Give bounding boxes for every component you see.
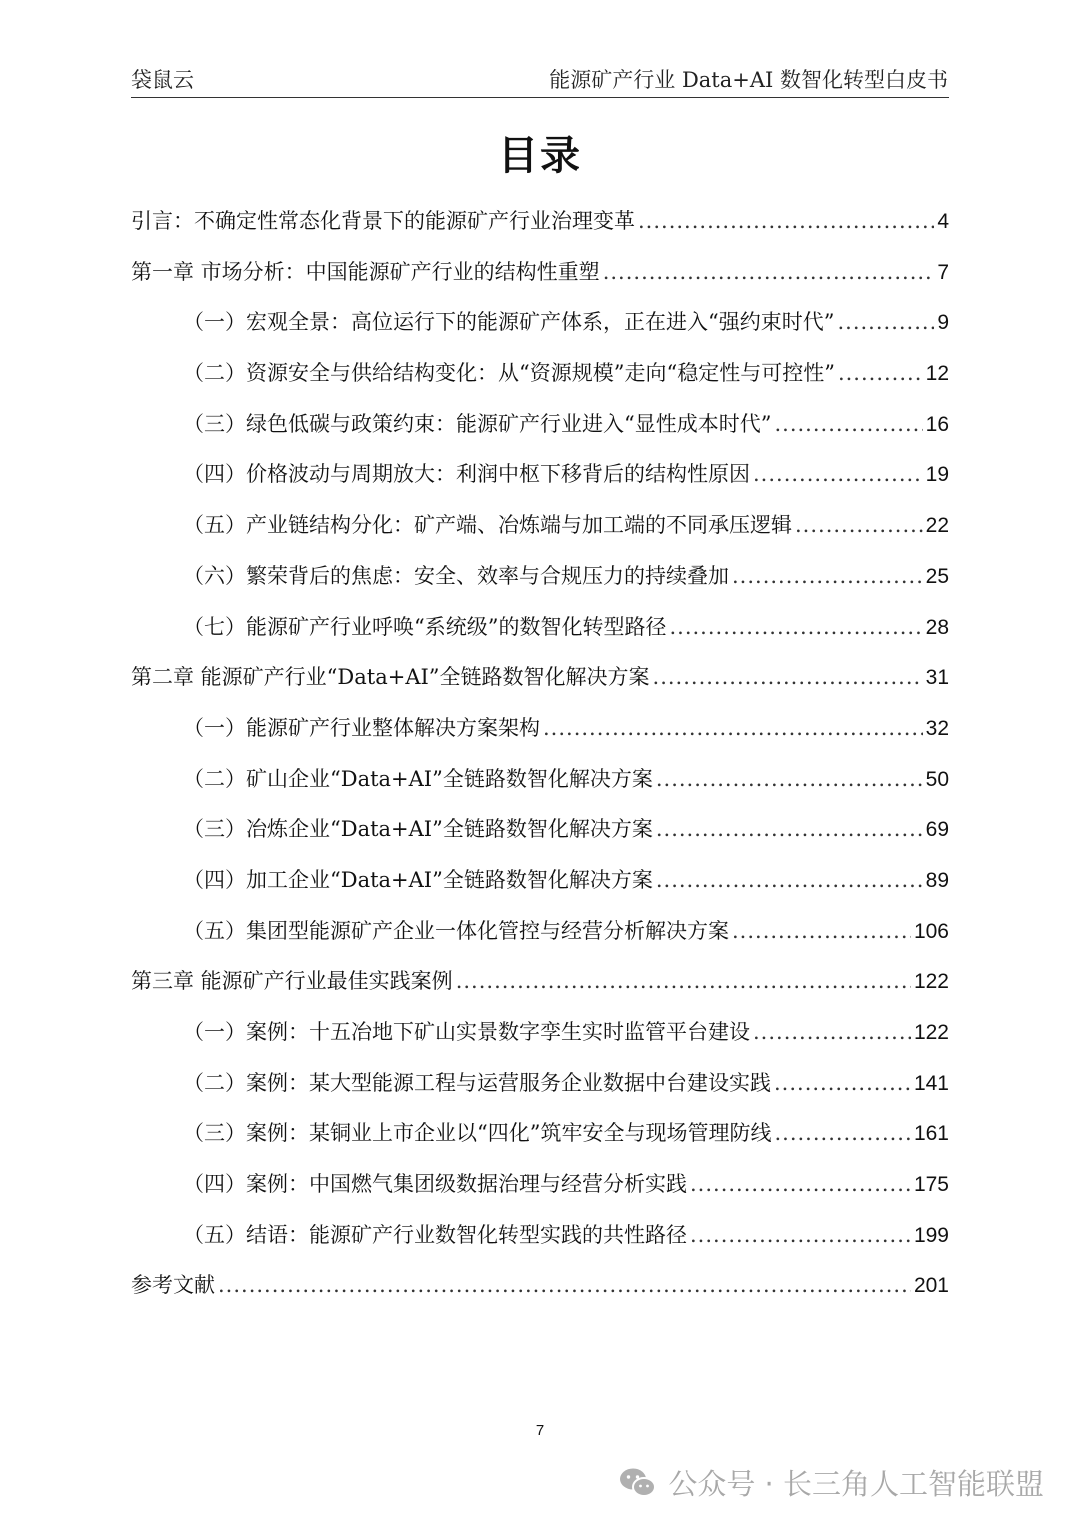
toc-leader-dots [774, 399, 922, 450]
toc-entry-section[interactable] [131, 602, 949, 653]
toc-leader-dots [218, 1260, 911, 1311]
toc-entry-section[interactable] [131, 297, 949, 348]
toc-entry-label: （六）繁荣背后的焦虑：安全、效率与合规压力的持续叠加 [183, 563, 729, 588]
toc-leader-dots [753, 449, 923, 500]
toc-entry-label: 第二章 能源矿产行业“Data+AI”全链路数智化解决方案 [131, 665, 650, 690]
toc-entry-label: 引言：不确定性常态化背景下的能源矿产行业治理变革 [131, 209, 635, 233]
toc-entry-section[interactable] [131, 855, 949, 906]
toc-entry-label: （五）集团型能源矿产企业一体化管控与经营分析解决方案 [183, 918, 729, 943]
wechat-icon [618, 1466, 658, 1500]
toc-entry-page: 9 [937, 311, 949, 335]
toc-leader-dots [774, 1058, 911, 1109]
toc-entry-page: 122 [913, 1021, 949, 1044]
page-title: 目录 [498, 133, 582, 179]
toc-entry-page: 199 [913, 1223, 949, 1247]
toc-entry-label: 第三章 能源矿产行业最佳实践案例 [131, 969, 453, 994]
toc-entry-section[interactable] [131, 1108, 949, 1159]
toc-entry-label: （四）价格波动与周期放大：利润中枢下移背后的结构性原因 [183, 462, 750, 487]
toc-entry-page: 161 [913, 1122, 949, 1146]
toc-entry-page: 69 [925, 818, 949, 842]
toc-entry-label: （一）宏观全景：高位运行下的能源矿产体系，正在进入“强约束时代” [183, 310, 835, 335]
toc-entry-label: （一）案例：十五冶地下矿山实景数字孪生实时监管平台建设 [183, 1020, 750, 1044]
toc-entry-section[interactable] [131, 703, 949, 754]
toc-entry-page: 12 [925, 362, 949, 386]
toc-entry-chapter-2[interactable] [131, 652, 949, 703]
toc-entry-label: （七）能源矿产行业呼唤“系统级”的数智化转型路径 [183, 614, 667, 639]
toc-entry-page: 28 [925, 615, 949, 639]
header-company: 袋鼠云 [131, 68, 194, 92]
toc-entry-page: 106 [913, 919, 949, 943]
toc-entry-chapter-3[interactable] [131, 956, 949, 1007]
toc-entry-label: （五）产业链结构分化：矿产端、冶炼端与加工端的不同承压逻辑 [183, 513, 792, 538]
toc-leader-dots [795, 500, 923, 551]
watermark-text: 公众号 · 长三角人工智能联盟 [668, 1467, 1044, 1501]
toc-entry-label: 参考文献 [131, 1273, 215, 1298]
table-of-contents [131, 196, 949, 1311]
toc-leader-dots [690, 1210, 911, 1261]
toc-leader-dots [690, 1159, 911, 1210]
toc-entry-section[interactable] [131, 754, 949, 805]
toc-entry-section[interactable] [131, 399, 949, 450]
toc-entry-label: （四）加工企业“Data+AI”全链路数智化解决方案 [183, 867, 653, 892]
toc-leader-dots [543, 703, 923, 754]
toc-entry-page: 16 [925, 412, 949, 436]
toc-entry-page: 31 [925, 666, 949, 690]
toc-entry-label: （四）案例：中国燃气集团级数据治理与经营分析实践 [183, 1172, 687, 1197]
page-number: 7 [535, 1422, 545, 1439]
toc-entry-section[interactable] [131, 551, 949, 602]
toc-entry-page: 50 [925, 767, 949, 791]
toc-leader-dots [838, 348, 923, 399]
toc-entry-page: 201 [913, 1274, 949, 1298]
toc-leader-dots [774, 1108, 910, 1159]
toc-leader-dots [603, 247, 935, 298]
toc-entry-chapter-1[interactable] [131, 247, 949, 298]
toc-entry-section[interactable] [131, 449, 949, 500]
toc-leader-dots [656, 855, 923, 906]
toc-entry-page: 4 [937, 210, 949, 233]
toc-entry-page: 25 [925, 564, 949, 588]
toc-entry-page: 175 [913, 1173, 949, 1197]
toc-entry-section[interactable] [131, 1007, 949, 1058]
header-divider [131, 97, 949, 98]
toc-entry-section[interactable] [131, 348, 949, 399]
toc-entry-intro[interactable] [131, 196, 949, 247]
toc-entry-page: 22 [925, 514, 949, 538]
toc-entry-label: （二）资源安全与供给结构变化：从“资源规模”走向“稳定性与可控性” [183, 361, 835, 386]
toc-entry-section[interactable] [131, 804, 949, 855]
toc-entry-references[interactable] [131, 1260, 949, 1311]
toc-entry-section[interactable] [131, 1210, 949, 1261]
wechat-watermark [618, 1462, 1044, 1503]
toc-entry-page: 89 [925, 868, 949, 892]
toc-leader-dots [638, 196, 934, 247]
toc-entry-page: 122 [913, 970, 949, 994]
toc-leader-dots [753, 1007, 911, 1058]
toc-leader-dots [669, 602, 922, 653]
toc-leader-dots [656, 754, 923, 805]
toc-entry-page: 7 [937, 260, 949, 284]
toc-entry-label: 第一章 市场分析：中国能源矿产行业的结构性重塑 [131, 259, 600, 284]
toc-entry-section[interactable] [131, 1159, 949, 1210]
toc-leader-dots [732, 906, 911, 957]
toc-leader-dots [732, 551, 923, 602]
toc-entry-section[interactable] [131, 500, 949, 551]
toc-leader-dots [653, 652, 923, 703]
toc-entry-label: （三）冶炼企业“Data+AI”全链路数智化解决方案 [183, 817, 653, 842]
toc-entry-label: （二）矿山企业“Data+AI”全链路数智化解决方案 [183, 766, 653, 791]
toc-entry-page: 32 [925, 716, 949, 740]
toc-leader-dots [837, 297, 934, 348]
toc-entry-label: （五）结语：能源矿产行业数智化转型实践的共性路径 [183, 1222, 687, 1247]
toc-entry-label: （二）案例：某大型能源工程与运营服务企业数据中台建设实践 [183, 1070, 771, 1095]
toc-leader-dots [656, 804, 923, 855]
toc-entry-page: 19 [925, 463, 949, 487]
toc-entry-label: （三）绿色低碳与政策约束：能源矿产行业进入“显性成本时代” [183, 411, 772, 436]
header-doc-title: 能源矿产行业 Data+AI 数智化转型白皮书 [549, 68, 948, 92]
toc-entry-label: （三）案例：某铜业上市企业以“四化”筑牢安全与现场管理防线 [183, 1121, 772, 1146]
toc-entry-section[interactable] [131, 1058, 949, 1109]
toc-entry-section[interactable] [131, 906, 949, 957]
toc-leader-dots [456, 956, 911, 1007]
toc-entry-page: 141 [913, 1071, 949, 1095]
toc-entry-label: （一）能源矿产行业整体解决方案架构 [183, 715, 540, 740]
